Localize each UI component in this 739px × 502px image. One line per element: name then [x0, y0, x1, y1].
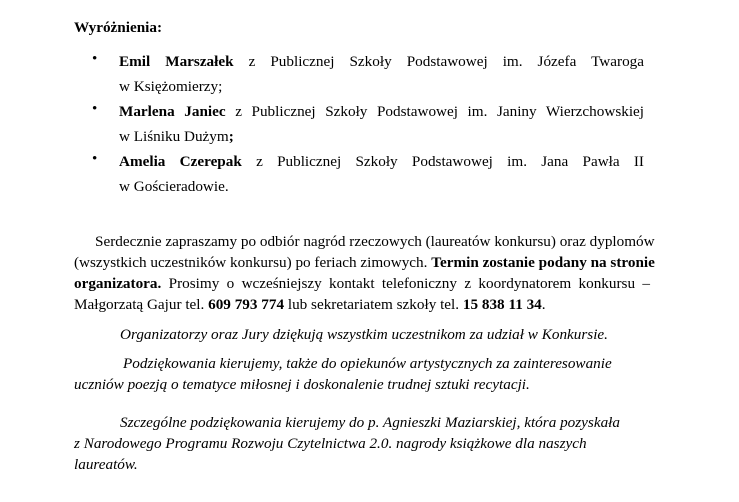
invite-line-2: [74, 252, 655, 273]
award-name: Emil Marszałek: [119, 53, 234, 70]
section-heading: Wyróżnienia:: [74, 19, 163, 36]
invite-text: Małgorzatą Gajur tel.: [74, 296, 205, 313]
award-name: Amelia Czerepak: [119, 153, 242, 170]
invite-text: (wszystkich uczestników konkursu) po feriach zimowych.: [74, 254, 428, 271]
tutors-thanks-line-1: Podziękowania kierujemy, także do opiekunów artystycznych za zainteresowanie: [123, 355, 612, 372]
jury-thanks: [74, 324, 650, 345]
award-school: z Publicznej Szkoły Podstawowej im. Jana Pawła II: [256, 153, 644, 170]
special-thanks-line-3: laureatów.: [74, 456, 138, 473]
award-location-text: w Liśniku Dużym: [119, 128, 229, 145]
award-location-punct: ;: [228, 128, 234, 145]
award-location: w Gościeradowie.: [119, 178, 229, 195]
invite-line-3: [74, 273, 650, 294]
bullet-icon: •: [92, 150, 98, 167]
invitation-paragraph: [74, 231, 655, 315]
award-line-1: [119, 149, 644, 174]
award-text: [119, 49, 644, 99]
award-text: [119, 99, 644, 149]
invite-bold-notice: organizatora.: [74, 275, 162, 292]
invite-line-1: Serdecznie zapraszamy po odbiór nagród rzeczowych (laureatów konkursu) oraz dyplomów: [95, 233, 655, 250]
school-phone: 15 838 11 34: [462, 296, 542, 313]
invite-text: lub sekretariatem szkoły tel.: [287, 296, 460, 313]
bullet-icon: •: [92, 50, 98, 67]
jury-thanks-text: Organizatorzy oraz Jury dziękują wszystkim uczestnikom za udział w Konkursie.: [120, 326, 608, 343]
invite-bold-notice: Termin zostanie podany na stronie: [431, 254, 655, 271]
award-location: [119, 124, 644, 149]
special-thanks: [74, 412, 650, 475]
award-location: w Księżomierzy;: [119, 78, 223, 95]
award-line-1: [119, 99, 644, 124]
tutors-thanks-line-2: uczniów poezją o tematyce miłosnej i doskonalenie trudnej sztuki recytacji.: [74, 376, 530, 393]
invite-text: .: [541, 296, 546, 313]
award-text: [119, 149, 644, 199]
coordinator-phone: 609 793 774: [208, 296, 285, 313]
special-thanks-line-2: z Narodowego Programu Rozwoju Czytelnictwa 2.0. nagrody książkowe dla naszych: [74, 435, 587, 452]
invite-line-4: [74, 294, 650, 315]
award-line-1: [119, 49, 644, 74]
award-school: z Publicznej Szkoły Podstawowej im. Józefa Twaroga: [248, 53, 644, 70]
invite-text: Prosimy o wcześniejszy kontakt telefoniczny z koordynatorem konkursu –: [168, 275, 650, 292]
award-name: Marlena Janiec: [119, 103, 226, 120]
tutors-thanks: [74, 353, 650, 395]
bullet-icon: •: [92, 100, 98, 117]
award-school: z Publicznej Szkoły Podstawowej im. Janiny Wierzchowskiej: [235, 103, 644, 120]
special-thanks-line-1: Szczególne podziękowania kierujemy do p. Agnieszki Maziarskiej, która pozyskała: [120, 414, 620, 431]
